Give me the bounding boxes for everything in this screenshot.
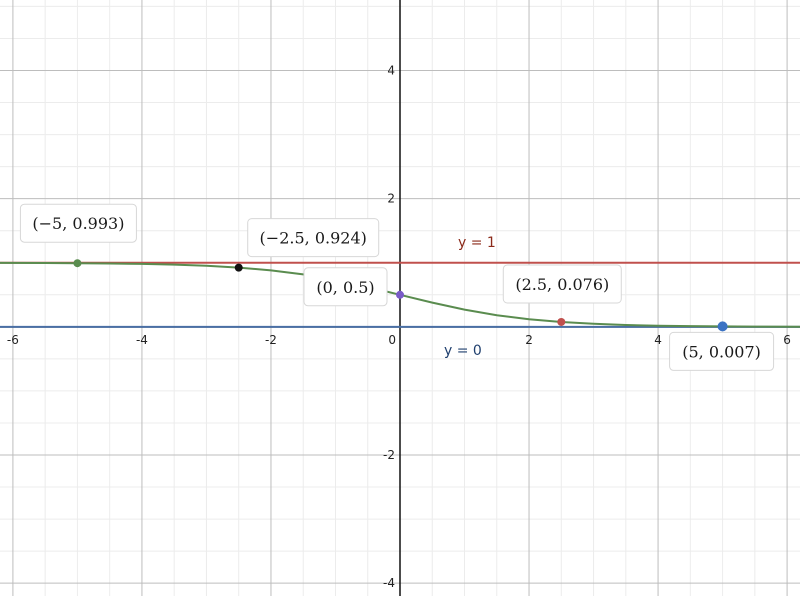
x-tick-label: -2	[264, 332, 277, 347]
point-label: (−2.5, 0.924)	[259, 228, 367, 248]
data-point	[557, 318, 565, 326]
data-point	[235, 264, 243, 272]
data-point	[718, 321, 728, 331]
x-tick-label: 2	[525, 332, 533, 347]
x-tick-label: 4	[654, 332, 662, 347]
asymptote-label: y = 0	[444, 342, 482, 359]
y-tick-label: -2	[383, 448, 395, 463]
y-tick-label: 2	[387, 191, 395, 206]
point-label: (5, 0.007)	[682, 342, 761, 362]
point-label: (0, 0.5)	[316, 277, 375, 297]
y-tick-label: -4	[383, 576, 395, 591]
x-tick-label: -4	[135, 332, 148, 347]
data-point	[396, 291, 404, 299]
point-label: (−5, 0.993)	[32, 214, 125, 234]
x-tick-label: 0	[388, 332, 396, 347]
y-tick-label: 4	[387, 63, 395, 78]
x-tick-label: -6	[6, 332, 19, 347]
x-tick-label: 6	[783, 332, 791, 347]
data-point	[73, 259, 81, 267]
asymptote-label: y = 1	[458, 234, 496, 251]
point-label: (2.5, 0.076)	[515, 274, 610, 294]
